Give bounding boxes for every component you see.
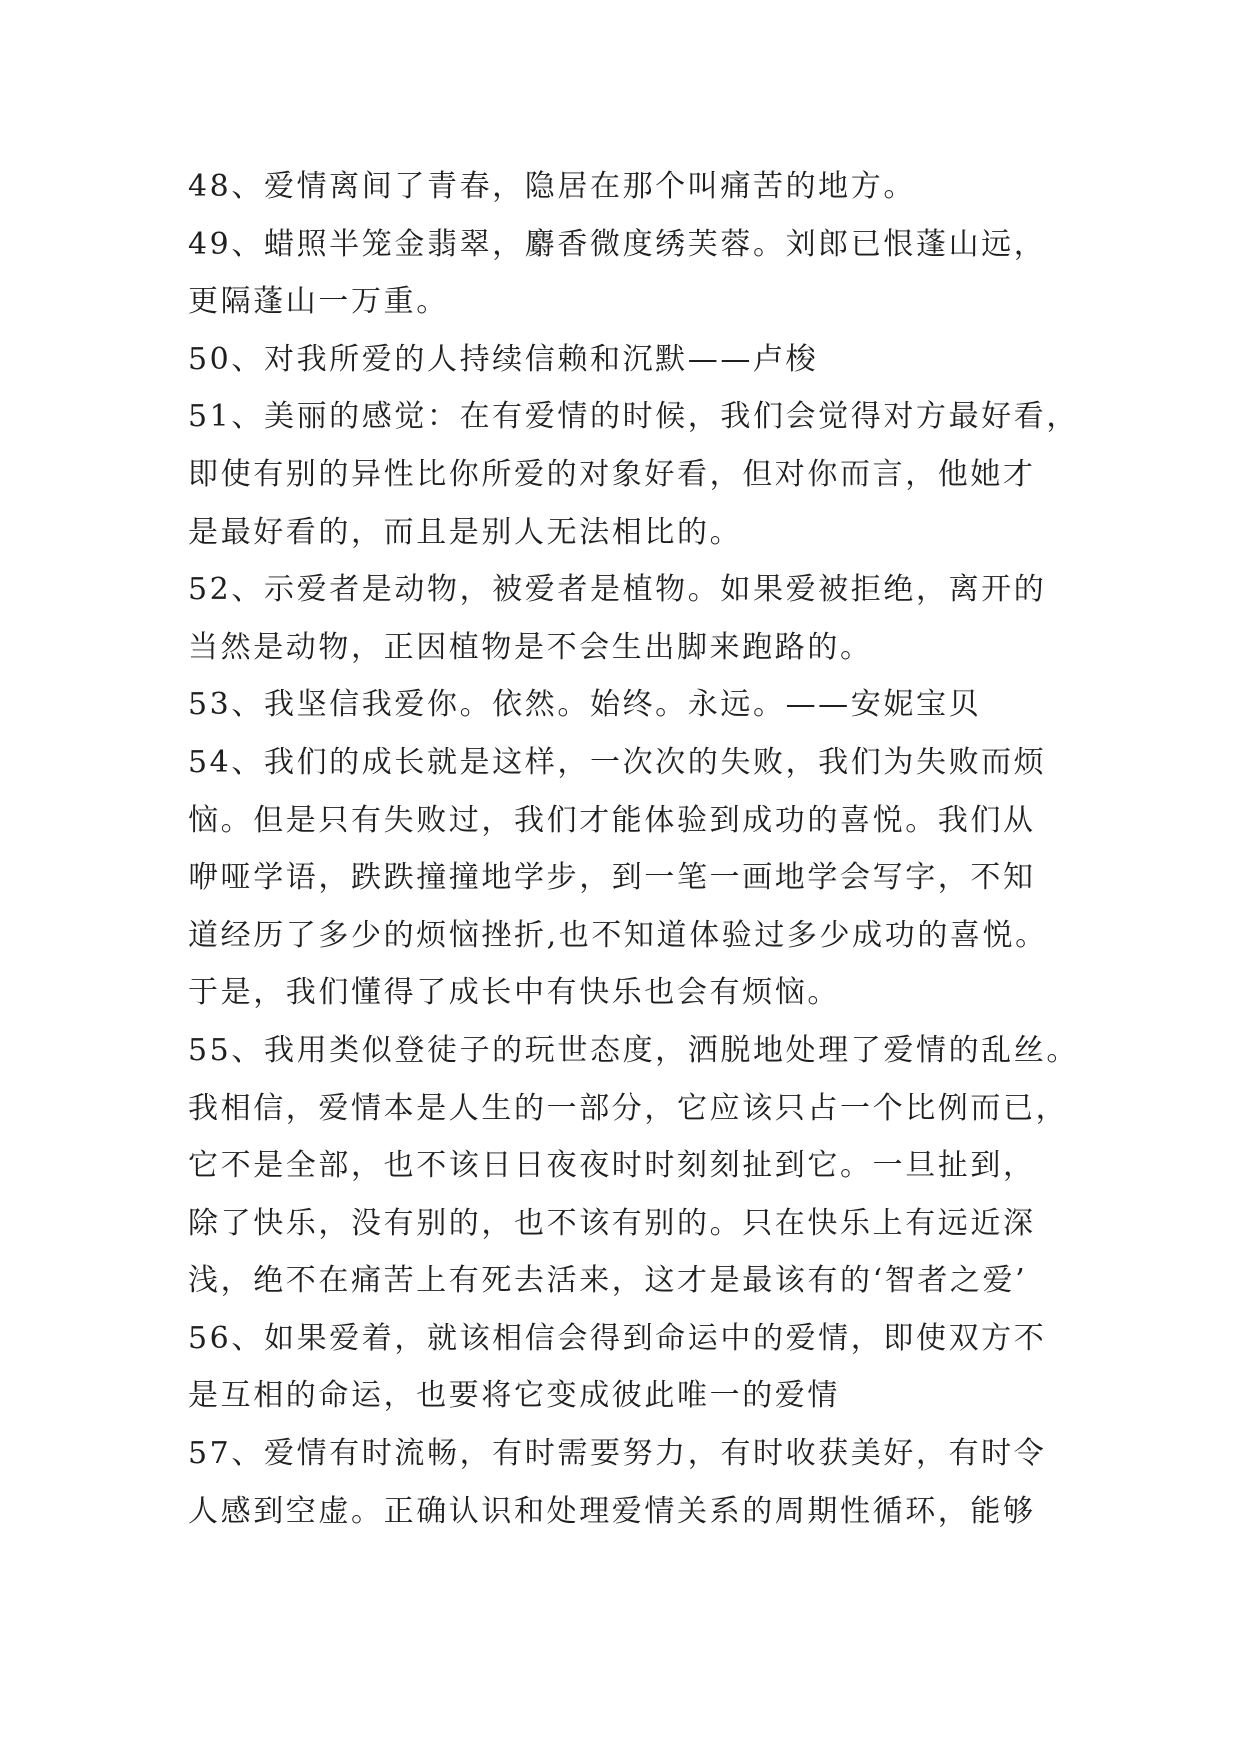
text-line: 55、我用类似登徒子的玩世态度，洒脱地处理了爱情的乱丝。: [188, 1032, 1079, 1068]
text-line: 恼。但是只有失败过，我们才能体验到成功的喜悦。我们从: [188, 802, 1036, 838]
text-line: 51、美丽的感觉：在有爱情的时候，我们会觉得对方最好看，: [188, 399, 1079, 435]
text-line: 咿哑学语，跌跌撞撞地学步，到一笔一画地学会写字，不知: [188, 860, 1036, 896]
text-line: 于是，我们懂得了成长中有快乐也会有烦恼。: [188, 975, 840, 1011]
text-line: 更隔蓬山一万重。: [188, 284, 449, 320]
text-line: 53、我坚信我爱你。依然。始终。永远。——安妮宝贝: [188, 687, 982, 723]
text-line: 道经历了多少的烦恼挫折,也不知道体验过多少成功的喜悦。: [188, 917, 1048, 953]
text-line: 人感到空虚。正确认识和处理爱情关系的周期性循环，能够: [188, 1493, 1036, 1529]
text-line: 我相信，爱情本是人生的一部分，它应该只占一个比例而已，: [188, 1090, 1069, 1126]
text-line: 56、如果爱着，就该相信会得到命运中的爱情，即使双方不: [188, 1320, 1047, 1356]
text-line: 50、对我所爱的人持续信赖和沉默——卢梭: [188, 341, 819, 377]
text-line: 48、爱情离间了青春，隐居在那个叫痛苦的地方。: [188, 169, 916, 204]
text-line: 当然是动物，正因植物是不会生出脚来跑路的。: [188, 629, 873, 665]
text-line: 浅，绝不在痛苦上有死去活来，这才是最该有的‘智者之爱’: [188, 1263, 1028, 1299]
text-line: 是最好看的，而且是别人无法相比的。: [188, 514, 743, 550]
text-line: 是互相的命运，也要将它变成彼此唯一的爱情: [188, 1378, 840, 1414]
text-line: 它不是全部，也不该日日夜夜时时刻刻扯到它。一旦扯到，: [188, 1148, 1036, 1184]
text-line: 49、蜡照半笼金翡翠，麝香微度绣芙蓉。刘郎已恨蓬山远，: [188, 226, 1047, 262]
text-line: 52、示爱者是动物，被爱者是植物。如果爱被拒绝，离开的: [188, 572, 1047, 608]
text-line: 即使有别的异性比你所爱的对象好看，但对你而言，他她才: [188, 456, 1036, 492]
text-line: 54、我们的成长就是这样，一次次的失败，我们为失败而烦: [188, 744, 1047, 780]
text-line: 57、爱情有时流畅，有时需要努力，有时收获美好，有时令: [188, 1436, 1047, 1472]
text-line: 除了快乐，没有别的，也不该有别的。只在快乐上有远近深: [188, 1205, 1036, 1241]
document-body: [188, 158, 1079, 1540]
